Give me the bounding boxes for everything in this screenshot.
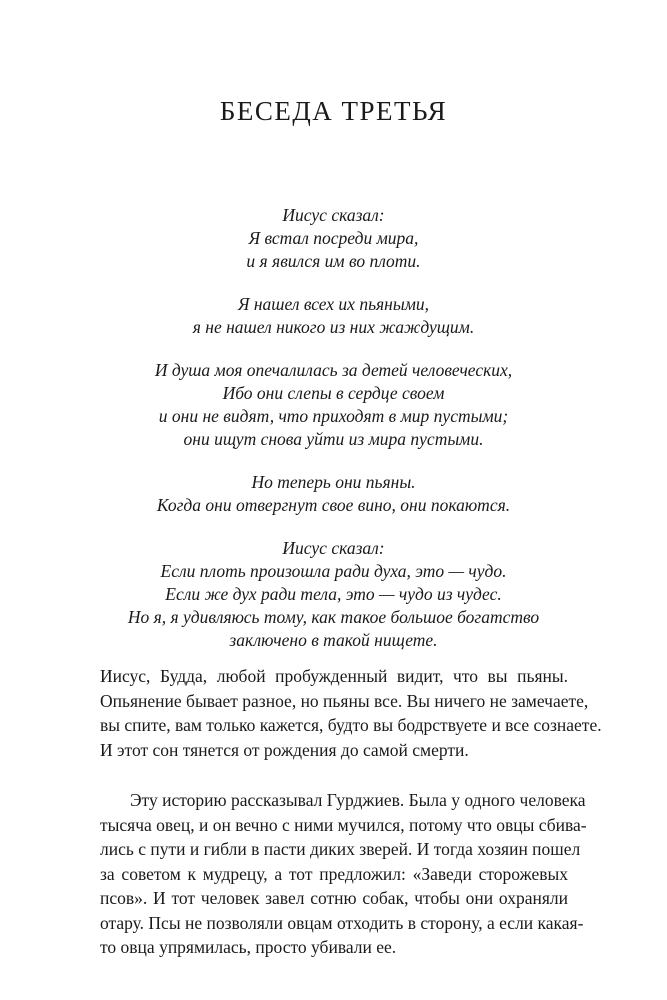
epigraph-line: Но я, я удивляюсь тому, как такое большое богатство [127, 607, 540, 627]
body-paragraph [100, 664, 602, 762]
epigraph-line: Если плоть произошла ради духа, это — чудо. [160, 561, 507, 581]
epigraph-stanza [100, 204, 567, 273]
epigraph-line: они ищут снова уйти из мира пустыми. [183, 429, 484, 449]
chapter-title: БЕСЕДА ТРЕТЬЯ [219, 96, 448, 126]
text-line: то овца упрямилась, просто убивали ее. [100, 937, 397, 957]
epigraph [100, 204, 567, 672]
text-line: псов». И тот человек завел сотню собак, чтобы они охраняли [100, 888, 568, 908]
text-line: тысяча овец, и он вечно с ними мучился, потому что овцы сбива- [100, 814, 587, 835]
text-line: отару. Псы не позволяли овцам отходить в сторону, а если какая- [100, 912, 584, 933]
epigraph-line: И душа моя опечалилась за детей человеческих, [154, 360, 513, 380]
text-line: Опьянение бывает разное, но пьяны все. Вы ничего не замечаете, [100, 690, 589, 711]
epigraph-line: Когда они отвергнут свое вино, они покаются. [156, 495, 511, 515]
epigraph-line: Иисус сказал: [282, 205, 385, 225]
epigraph-stanza [100, 293, 567, 339]
body-text [100, 664, 602, 986]
text-line: вы спите, вам только кажется, будто вы бодрствуете и все сознаете. [100, 715, 602, 735]
epigraph-stanza [100, 359, 567, 451]
epigraph-line: Иисус сказал: [282, 538, 385, 558]
epigraph-line: Я нашел всех их пьяными, [237, 294, 429, 314]
epigraph-line: и они не видят, что приходят в мир пустыми; [158, 406, 509, 426]
epigraph-stanza [100, 471, 567, 517]
text-line: Иисус, Будда, любой пробужденный видит, что вы пьяны. [100, 666, 568, 686]
text-line: Эту историю рассказывал Гурджиев. Была у одного человека [130, 790, 586, 810]
epigraph-line: Но теперь они пьяны. [251, 472, 416, 492]
epigraph-line: заключено в такой нищете. [229, 630, 438, 650]
epigraph-line: Если же дух ради тела, это — чудо из чудес. [165, 584, 502, 604]
epigraph-line: я не нашел никого из них жаждущим. [192, 317, 475, 337]
text-line: за советом к мудрецу, а тот предложил: «Заведи сторожевых [100, 863, 568, 884]
epigraph-line: и я явился им во плоти. [246, 251, 421, 271]
epigraph-line: Я встал посреди мира, [248, 228, 419, 248]
body-paragraph [100, 788, 587, 960]
text-line: лись с пути и гибли в пасти диких зверей. И тогда хозяин пошел [100, 839, 581, 859]
text-line: И этот сон тянется от рождения до самой смерти. [100, 739, 469, 760]
epigraph-line: Ибо они слепы в сердце своем [222, 383, 445, 403]
epigraph-stanza [100, 537, 567, 652]
